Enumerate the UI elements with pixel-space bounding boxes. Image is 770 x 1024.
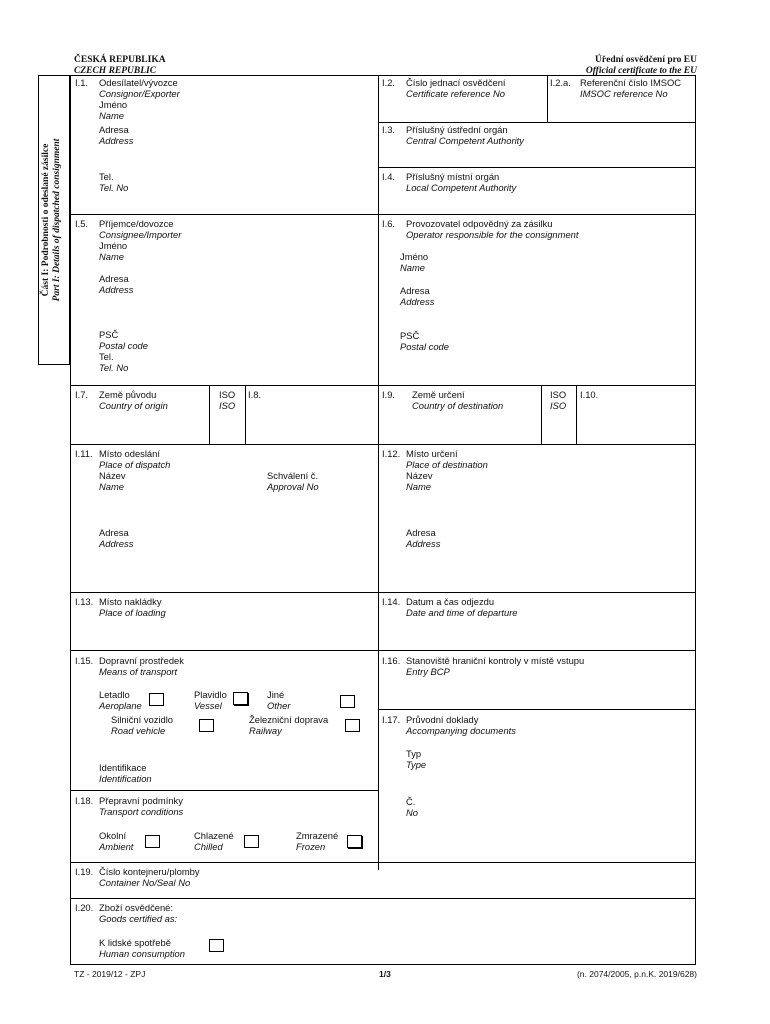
i16-number: I.16. xyxy=(382,655,401,666)
i5-label-en: Consignee/Importer xyxy=(99,229,182,240)
i20-label-en: Goods certified as: xyxy=(99,913,178,924)
i4-label-cz: Příslušný místní orgán xyxy=(406,171,500,182)
part-label-en: Part I: Details of dispatched consignment xyxy=(52,138,62,302)
divider-i5 xyxy=(70,214,696,215)
i2-number: I.2. xyxy=(382,77,396,88)
divider-middle xyxy=(378,75,379,870)
i7-iso-en: ISO xyxy=(219,400,236,411)
i3-label-en: Central Competent Authority xyxy=(406,135,524,146)
i13-label-en: Place of loading xyxy=(99,607,166,618)
field-i5-address xyxy=(75,273,133,295)
divider-i7 xyxy=(70,385,696,386)
i17-no-cz: Č. xyxy=(406,796,416,807)
aeroplane-label-cz: Letadlo xyxy=(99,689,130,700)
i18-label-cz: Přepravní podmínky xyxy=(99,795,183,806)
i17-no-en: No xyxy=(406,807,418,818)
certificate-title-cz: Úřední osvědčení pro EU xyxy=(595,55,697,65)
i6-label-cz: Provozovatel odpovědný za zásilku xyxy=(406,218,553,229)
divider-i2 xyxy=(547,75,548,122)
i5-address-cz: Adresa xyxy=(99,273,129,284)
i6-postal-en: Postal code xyxy=(400,341,449,352)
i20-number: I.20. xyxy=(75,902,94,913)
i4-label-en: Local Competent Authority xyxy=(406,182,517,193)
field-i6 xyxy=(382,218,579,240)
field-i18 xyxy=(75,795,183,817)
field-i20 xyxy=(75,902,177,924)
i14-label-en: Date and time of departure xyxy=(406,607,518,618)
footer-form-code: TZ - 2019/12 - ZPJ xyxy=(74,969,146,979)
i12-address-en: Address xyxy=(406,538,441,549)
i11-name-en: Name xyxy=(99,481,125,492)
human-consumption-en: Human consumption xyxy=(99,948,185,959)
railway-checkbox[interactable] xyxy=(345,719,360,732)
transport-road xyxy=(111,714,173,736)
i3-number: I.3. xyxy=(382,124,396,135)
i12-label-cz: Místo určení xyxy=(406,448,458,459)
identification-en: Identification xyxy=(99,773,152,784)
divider-i19 xyxy=(70,862,696,863)
road-label-cz: Silniční vozidlo xyxy=(111,714,174,725)
i9-label-en: Country of destination xyxy=(412,400,504,411)
i3-label-cz: Příslušný ústřední orgán xyxy=(406,124,508,135)
i5-name-en: Name xyxy=(99,251,125,262)
certificate-header xyxy=(586,55,697,77)
i15-number: I.15. xyxy=(75,655,94,666)
i11-address-cz: Adresa xyxy=(99,527,129,538)
ambient-checkbox[interactable] xyxy=(145,835,160,848)
i9-iso-en: ISO xyxy=(550,400,567,411)
aeroplane-label-en: Aeroplane xyxy=(99,700,142,711)
divider-i4 xyxy=(378,167,696,168)
field-i11-address xyxy=(75,527,133,549)
i10-number: I.10. xyxy=(580,389,599,400)
part-label xyxy=(41,139,63,302)
i12-number: I.12. xyxy=(382,448,401,459)
field-i4 xyxy=(382,171,516,193)
frozen-label-cz: Zmrazené xyxy=(296,830,339,841)
condition-chilled xyxy=(194,830,234,852)
human-consumption-checkbox[interactable] xyxy=(209,939,224,952)
part-label-cz: Část I: Podrobnosti o odeslané zásilce xyxy=(41,143,51,297)
country-header xyxy=(74,55,166,77)
transport-railway xyxy=(249,714,328,736)
field-i10 xyxy=(580,389,598,400)
field-i14 xyxy=(382,596,518,618)
i1-address-en: Address xyxy=(99,135,134,146)
other-label-en: Other xyxy=(267,700,291,711)
footer-legal-reference: (n. 2074/2005, p.n.K. 2019/628) xyxy=(576,969,697,979)
i16-label-cz: Stanoviště hraniční kontroly v místě vstupu xyxy=(406,655,585,666)
i14-label-cz: Datum a čas odjezdu xyxy=(406,596,495,607)
i19-label-en: Container No/Seal No xyxy=(99,877,191,888)
i5-address-en: Address xyxy=(99,284,134,295)
i17-number: I.17. xyxy=(382,714,401,725)
i12-name-cz: Název xyxy=(406,470,433,481)
divider-i13 xyxy=(70,592,696,593)
i11-label-en: Place of dispatch xyxy=(99,459,171,470)
i9-number: I.9. xyxy=(382,389,396,400)
field-i17-number xyxy=(382,796,418,818)
field-i13 xyxy=(75,596,166,618)
field-i8 xyxy=(248,389,261,400)
ambient-label-cz: Okolní xyxy=(99,830,127,841)
condition-ambient xyxy=(99,830,133,852)
identification-cz: Identifikace xyxy=(99,762,147,773)
i2-label-en: Certificate reference No xyxy=(406,88,506,99)
i13-number: I.13. xyxy=(75,596,94,607)
field-i17 xyxy=(382,714,516,736)
i18-number: I.18. xyxy=(75,795,94,806)
i19-label-cz: Číslo kontejneru/plomby xyxy=(99,866,200,877)
i6-number: I.6. xyxy=(382,218,396,229)
field-i5 xyxy=(75,218,181,262)
ambient-label-en: Ambient xyxy=(99,841,134,852)
field-i19 xyxy=(75,866,200,888)
i2-label-cz: Číslo jednací osvědčení xyxy=(406,77,506,88)
i1-tel-en: Tel. No xyxy=(99,182,129,193)
other-checkbox[interactable] xyxy=(340,695,355,708)
divider-i8 xyxy=(245,385,246,444)
i11-name-cz: Název xyxy=(99,470,126,481)
i1-label-en: Consignor/Exporter xyxy=(99,88,180,99)
form-frame xyxy=(70,75,696,965)
i12-name-en: Name xyxy=(406,481,432,492)
other-label-cz: Jiné xyxy=(267,689,285,700)
field-i2 xyxy=(382,77,506,99)
i17-type-en: Type xyxy=(406,759,427,770)
road-label-en: Road vehicle xyxy=(111,725,166,736)
i6-address-cz: Adresa xyxy=(400,285,430,296)
transport-aeroplane xyxy=(99,689,142,711)
field-i11 xyxy=(75,448,170,492)
divider-i10 xyxy=(576,385,577,444)
vessel-label-en: Vessel xyxy=(194,700,222,711)
divider-i17 xyxy=(378,709,696,710)
i13-label-cz: Místo nakládky xyxy=(99,596,162,607)
i7-number: I.7. xyxy=(75,389,89,400)
i20-label-cz: Zboží osvědčené: xyxy=(99,902,174,913)
frozen-label-en: Frozen xyxy=(296,841,326,852)
i1-tel-cz: Tel. xyxy=(99,171,114,182)
i19-number: I.19. xyxy=(75,866,94,877)
field-i6-postal xyxy=(376,330,449,352)
railway-label-cz: Železniční doprava xyxy=(249,714,329,725)
chilled-label-cz: Chlazené xyxy=(194,830,234,841)
i15-label-cz: Dopravní prostředek xyxy=(99,655,184,666)
field-i7-iso xyxy=(219,389,235,411)
aeroplane-checkbox[interactable] xyxy=(149,693,164,706)
transport-vessel xyxy=(194,689,227,711)
transport-other xyxy=(267,689,290,711)
divider-i9-iso xyxy=(541,385,542,444)
divider-i3 xyxy=(378,122,696,123)
i5-label-cz: Příjemce/dovozce xyxy=(99,218,174,229)
field-i1-address xyxy=(75,124,133,146)
i11-approval-cz: Schválení č. xyxy=(267,470,319,481)
i8-number: I.8. xyxy=(248,389,262,400)
i9-label-cz: Země určení xyxy=(412,389,465,400)
field-i9 xyxy=(382,389,503,411)
i2a-number: I.2.a. xyxy=(550,77,571,88)
field-i1-tel xyxy=(75,171,128,193)
country-cz: ČESKÁ REPUBLIKA xyxy=(74,55,166,65)
i6-name-en: Name xyxy=(400,262,426,273)
i11-label-cz: Místo odeslání xyxy=(99,448,160,459)
i5-postal-en: Postal code xyxy=(99,340,148,351)
i11-address-en: Address xyxy=(99,538,134,549)
divider-i7-iso xyxy=(209,385,210,444)
chilled-checkbox[interactable] xyxy=(244,835,259,848)
i17-label-cz: Průvodní doklady xyxy=(406,714,479,725)
i6-address-en: Address xyxy=(400,296,435,307)
field-i2a xyxy=(550,77,681,99)
divider-i18 xyxy=(70,790,378,791)
field-i9-iso xyxy=(550,389,566,411)
i2a-label-en: IMSOC reference No xyxy=(580,88,668,99)
i16-label-en: Entry BCP xyxy=(406,666,450,677)
i6-postal-cz: PSČ xyxy=(400,330,420,341)
i17-label-en: Accompanying documents xyxy=(406,725,516,736)
field-i16 xyxy=(382,655,584,677)
frozen-checkbox[interactable] xyxy=(347,835,362,848)
field-i7 xyxy=(75,389,168,411)
field-i20-human xyxy=(75,937,185,959)
vessel-checkbox[interactable] xyxy=(233,692,248,705)
i9-iso-cz: ISO xyxy=(550,389,567,400)
i7-label-en: Country of origin xyxy=(99,400,168,411)
field-i6-address xyxy=(376,285,434,307)
field-i15-identification xyxy=(75,762,152,784)
i6-name-cz: Jméno xyxy=(400,251,429,262)
field-i5-postal xyxy=(75,329,148,373)
field-i17-type xyxy=(382,748,426,770)
field-i1 xyxy=(75,77,180,121)
i1-address-cz: Adresa xyxy=(99,124,129,135)
i1-name-cz: Jméno xyxy=(99,99,128,110)
field-i11-approval xyxy=(267,470,319,492)
divider-i20 xyxy=(70,898,696,899)
field-i6-name xyxy=(376,251,428,273)
footer-page-number: 1/3 xyxy=(379,969,391,979)
i11-number: I.11. xyxy=(75,448,93,459)
i18-label-en: Transport conditions xyxy=(99,806,184,817)
i5-name-cz: Jméno xyxy=(99,240,128,251)
i7-label-cz: Země původu xyxy=(99,389,157,400)
i5-number: I.5. xyxy=(75,218,89,229)
i4-number: I.4. xyxy=(382,171,396,182)
divider-i15 xyxy=(70,650,696,651)
vessel-label-cz: Plavidlo xyxy=(194,689,227,700)
i1-number: I.1. xyxy=(75,77,89,88)
divider-i11 xyxy=(70,444,696,445)
field-i15 xyxy=(75,655,184,677)
i12-label-en: Place of destination xyxy=(406,459,488,470)
i1-label-cz: Odesílatel/vývozce xyxy=(99,77,178,88)
condition-frozen xyxy=(296,830,338,852)
field-i12 xyxy=(382,448,488,492)
field-i12-address xyxy=(382,527,440,549)
road-checkbox[interactable] xyxy=(199,719,214,732)
country-en: CZECH REPUBLIC xyxy=(74,66,157,76)
i17-type-cz: Typ xyxy=(406,748,422,759)
railway-label-en: Railway xyxy=(249,725,282,736)
i1-name-en: Name xyxy=(99,110,125,121)
field-i3 xyxy=(382,124,524,146)
i12-address-cz: Adresa xyxy=(406,527,436,538)
i5-tel-en: Tel. No xyxy=(99,362,129,373)
i2a-label-cz: Referenční číslo IMSOC xyxy=(580,77,682,88)
i15-label-en: Means of transport xyxy=(99,666,178,677)
certificate-title-en: Official certificate to the EU xyxy=(585,66,697,76)
chilled-label-en: Chilled xyxy=(194,841,223,852)
i6-label-en: Operator responsible for the consignment xyxy=(406,229,579,240)
i5-tel-cz: Tel. xyxy=(99,351,114,362)
i14-number: I.14. xyxy=(382,596,401,607)
i7-iso-cz: ISO xyxy=(219,389,236,400)
human-consumption-cz: K lidské spotřebě xyxy=(99,937,171,948)
i5-postal-cz: PSČ xyxy=(99,329,119,340)
i11-approval-en: Approval No xyxy=(267,481,319,492)
